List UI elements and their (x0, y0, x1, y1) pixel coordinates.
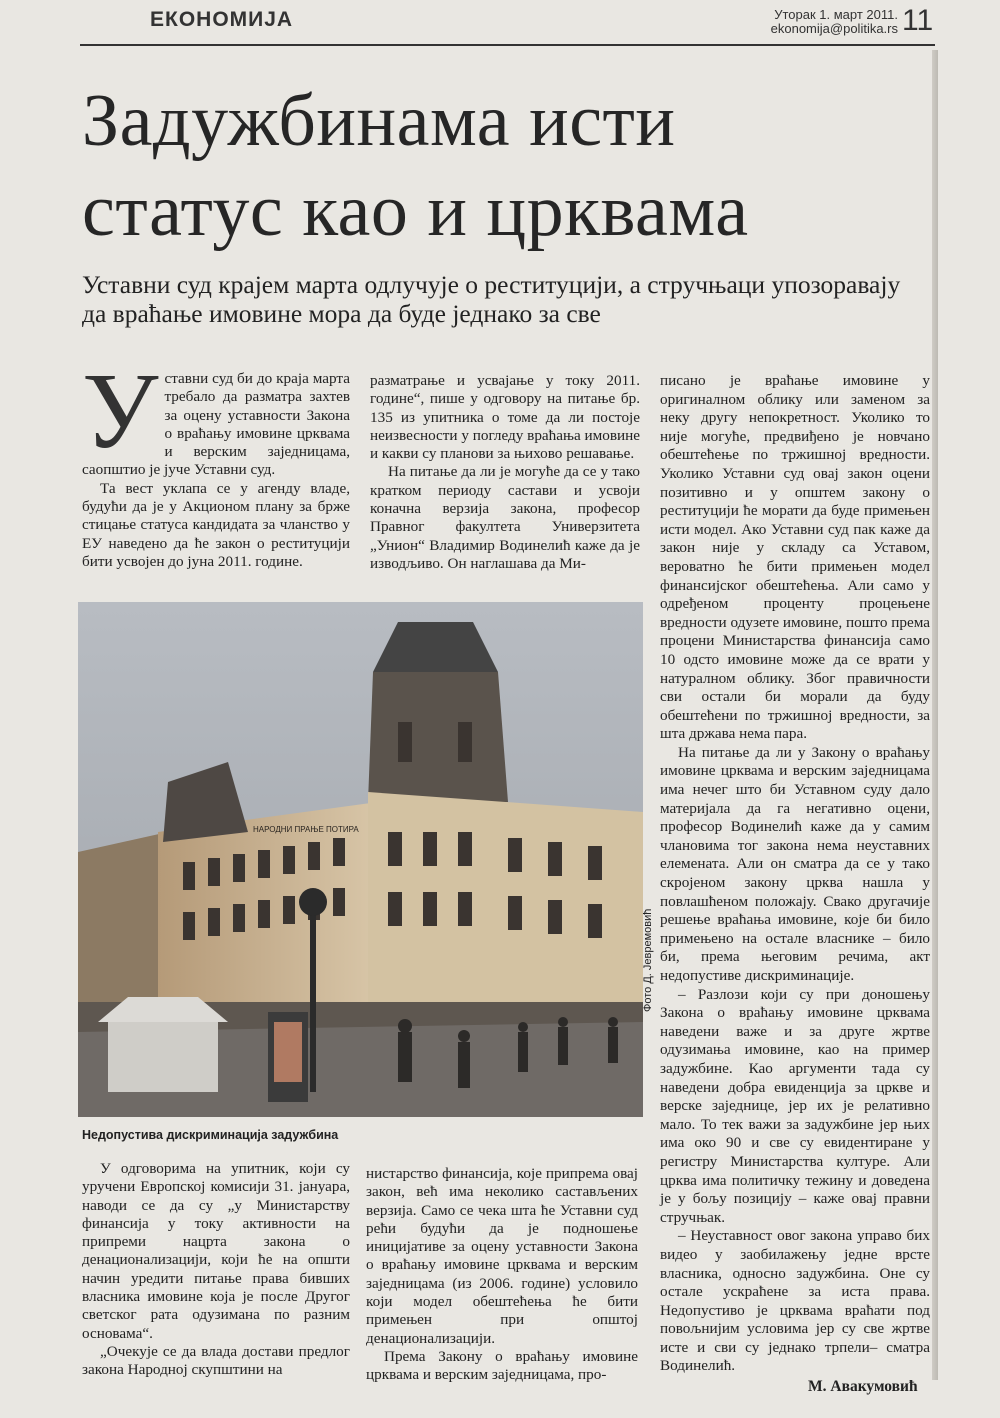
article-subheadline: Уставни суд крајем марта одлучује о реституцији, а стручњаци упозоравају да враћање имовине мора да буде једнако за све (82, 270, 901, 328)
column-2-bottom (366, 1165, 638, 1385)
column-1-top (82, 352, 350, 571)
paragraph: нистарство финансија, које припрема овај закон, већ има неколико састављених верзија. Само се чека шта ће Уставни суд рећи будући да је подношење иницијативе за оцену уставности Закона о враћању имовине црквама и верским заједницама (из 2006. године) условило који модел обештећења ће бити примењен при општој денационализацији. (366, 1165, 638, 1347)
paragraph: – Неуставност овог закона управо бих видео у заобилажењу једне врсте власника, односно задужбина. Оне су остале ускраћене за иста права. Недопустиво је црквама враћати под повољнијим условима јер су све жртве исте и сви су једнако трпели– сматра Водинелић. (660, 1227, 930, 1375)
section-email: ekonomija@politika.rs (770, 21, 898, 36)
paragraph: На питање да ли у Закону о враћању имовине црквама и верским заједницама има нечег што би Уставном суду дало материјала да га негативно оцени, професор Водинелић каже да у самим члановима тог закона нема неуставних елемената. Али он сматра да се у тако скројеном закону црква нашла у повлашћеном положају. Свако другачије решење враћања имовине, које би било примењено на остале власнике – било би, према његовим речима, акт недопустиве дискриминације. (660, 743, 930, 984)
column-2-top (370, 372, 640, 573)
storefront-sign: НАРОДНИ ПРАЊЕ ПОТИРА (253, 825, 359, 834)
section-label: ЕКОНОМИЈА (150, 8, 294, 31)
paragraph: „Очекује се да влада достави предлог закона Народној скупштини на (82, 1342, 350, 1379)
paragraph: На питање да ли је могуће да се у тако кратком периоду састави и усвоји коначна верзија закона, професор Правног факултета Универзитета „Унион“ Владимир Водинелић каже да је изводљиво. Он наглашава да Ми- (370, 463, 640, 572)
paragraph: писано је враћање имовине у оригиналном облику или заменом за неку другу непокретност. Уколико то није могуће, предвиђено је новчано обештећење по тржишној вредности. Уколико Уставни суд овај закон оцени позитивно и у општем закону о реституцији ће морати да буде примењен исти модел. Ако Уставни суд пак каже да закон није у складу са Уставом, вероватно ће бити примењен модел финансијског обештећења. Али само у одређеном проценту процењене вредности одузете имовине, пошто према процени Министарства финансија само 10 одсто имовине може да се врати у натуралном облику. Због правичности сви остали би морали да буду обештећени по тржишној вредности, за шта држава нема пара. (660, 372, 930, 743)
lead-text: ставни суд би до краја марта требало да разматра захтев за оцену уставности Закона о враћању имовине црквама и верским заједницама, саопштио је јуче Уставни суд. (82, 370, 350, 479)
paragraph: разматрање и усвајање у току 2011. године“, пише у одговору на питање бр. 135 из упитника о томе да ли постоје неизвесности у погледу враћања имовине и какви су планови за њихово решавање. (370, 372, 641, 463)
header-date-email (758, 8, 898, 36)
headline-line-2: статус као и црквама (82, 170, 749, 252)
photo-caption: Недопустива дискриминација задужбина (82, 1128, 339, 1142)
header-rule (80, 44, 935, 46)
issue-date: Уторак 1. март 2011. (774, 7, 898, 22)
paragraph: – Разлози који су при доношењу Закона о враћању имовине црквама наведени важе и за друге жртве одузимања имовине, као на пример задужбине. Као аргументи тада су наведени добра евиденција за цркве и верске заједнице, јер их је релативно мало. То тек важи за задужбине јер њих има око 90 и све су евидентиране у регистру Министарства културе. Али црква има политичку тежину и доведена је у бољу позицију – каже овај правни стручњак. (660, 985, 930, 1226)
paragraph: Према Закону о враћању имовине црквама и верским заједницама, про- (366, 1347, 638, 1384)
article-headline (82, 76, 902, 256)
lead-paragraph (82, 352, 350, 480)
column-3 (660, 372, 930, 1376)
column-1-bottom (82, 1160, 350, 1380)
article-photo (78, 602, 643, 1117)
page-number: 11 (902, 4, 934, 37)
author-signature: М. Авакумовић (808, 1378, 918, 1395)
drop-cap: У (82, 352, 159, 471)
headline-line-1: Задужбинама исти (82, 80, 676, 162)
photo-credit: Фото Д. Јевремовић (642, 908, 654, 1012)
paragraph: Та вест уклапа се у агенду владе, будући да је у Акционом плану за брже стицање статуса кандидата за чланство у ЕУ наведено да ће закон о реституцији бити усвојен до јуна 2011. године. (82, 479, 350, 570)
page-edge-strip (932, 50, 938, 1380)
paragraph: У одговорима на упитник, који су уручени Европској комисији 31. јануара, наводи се да су „у Министарству финансија у току активности на припреми нацрта закона о денационализацији, који ће на општи начин уредити питање права бивших власника имовине која је после Другог светског рата одузимана по разним основама“. (82, 1160, 350, 1342)
